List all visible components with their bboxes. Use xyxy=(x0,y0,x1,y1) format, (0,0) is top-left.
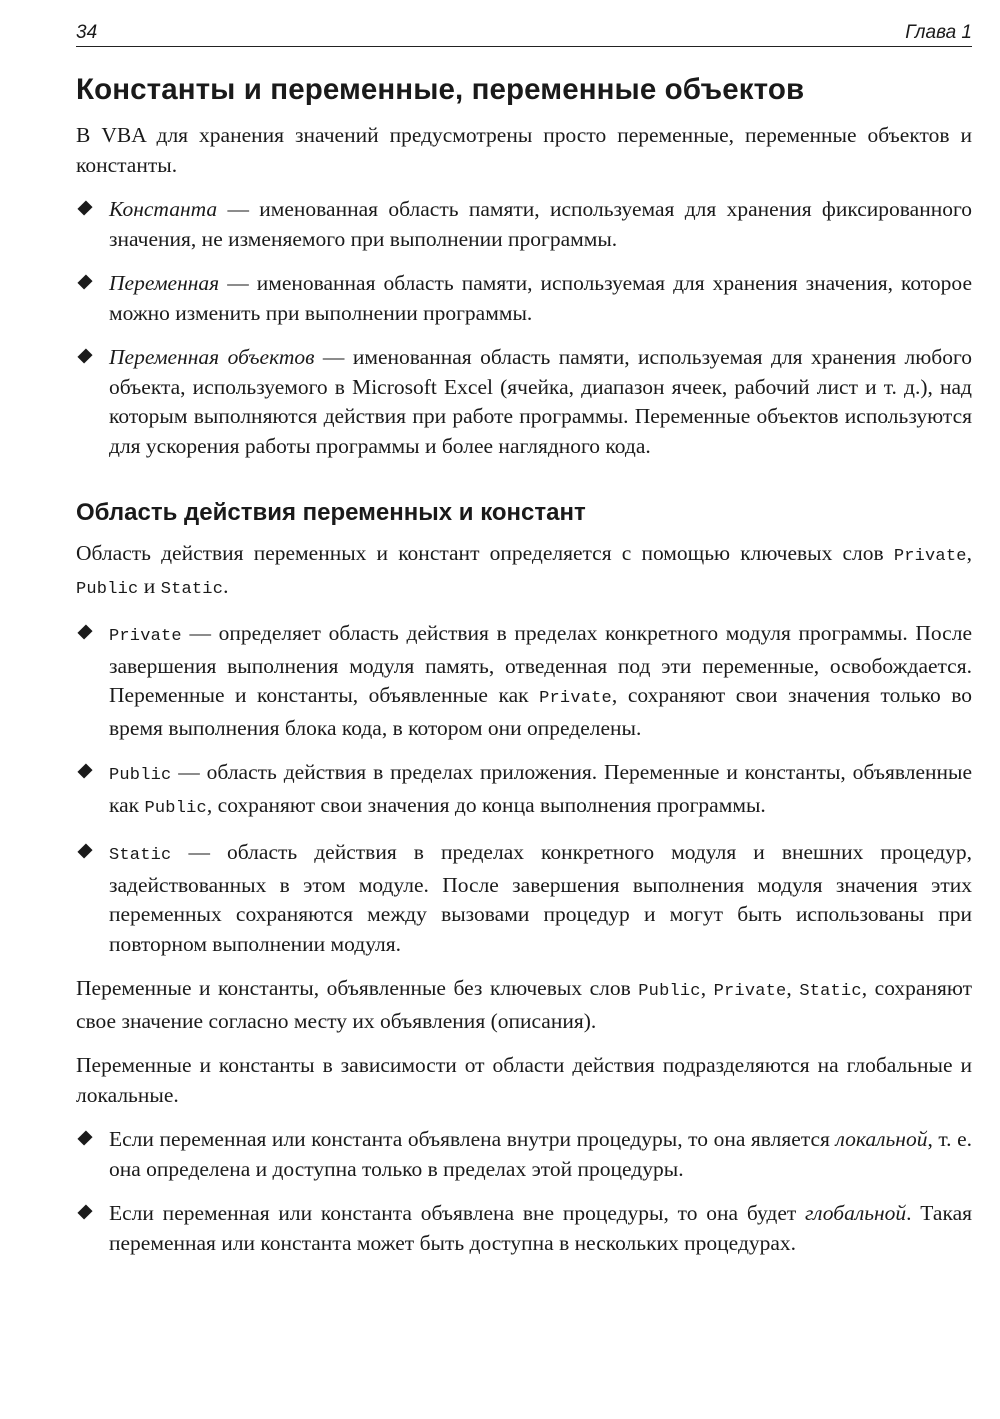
item-text: Если переменная или константа объявлена вне процедуры, то она будет xyxy=(109,1201,806,1225)
list-item xyxy=(76,838,972,959)
paragraph-text: Переменные и константы, объявленные без ключевых слов xyxy=(76,976,639,1000)
diamond-bullet-icon xyxy=(77,348,92,363)
diamond-bullet-icon xyxy=(77,1204,92,1219)
diamond-bullet-icon xyxy=(77,763,92,778)
list-item xyxy=(76,758,972,823)
item-text: Если переменная или константа объявлена внутри процедуры, то она является xyxy=(109,1127,836,1151)
keyword-inline: Private xyxy=(539,689,612,708)
keyword-inline: Public xyxy=(144,798,207,818)
separator: , xyxy=(786,976,800,1000)
local-global-list xyxy=(76,1125,972,1258)
term: Переменная xyxy=(109,271,220,295)
list-item xyxy=(76,195,972,254)
intro-text-end: . xyxy=(223,573,229,598)
term: Переменная объектов xyxy=(109,345,315,369)
item-text: — область действия в пределах приложения. Переменные и константы, объявленные как xyxy=(109,760,972,817)
diamond-bullet-icon xyxy=(77,624,92,639)
item-text: . Такая переменная или константа может быть доступна в нескольких процедурах. xyxy=(109,1201,972,1255)
diamond-bullet-icon xyxy=(77,274,92,289)
keyword: Public xyxy=(109,766,172,785)
scope-paragraph: Переменные и константы в зависимости от области действия подразделяются на глобальные и локальные. xyxy=(76,1053,972,1107)
page-number: 34 xyxy=(76,22,98,43)
section1-definition-list xyxy=(76,195,972,461)
separator: , xyxy=(966,541,972,565)
separator: , xyxy=(700,976,714,1000)
item-text: , сохраняют свои значения только во время выполнения блока кода, в котором они определены. xyxy=(109,683,972,740)
diamond-bullet-icon xyxy=(77,1130,92,1145)
list-item xyxy=(76,619,972,743)
keyword-private: Private xyxy=(713,982,787,1001)
item-text: — область действия в пределах конкретного модуля и внешних процедур, задействованных в этом модуле. После завершения выполнения модуля значения этих переменных сохраняются между вызовами процедур и могут быть использованы при повторном выполнении модуля. xyxy=(109,840,972,956)
section-title-scope: Область действия переменных и констант xyxy=(76,499,586,526)
keyword: Private xyxy=(109,627,182,646)
list-item xyxy=(76,269,972,328)
keyword-private: Private xyxy=(893,547,967,566)
section2-intro xyxy=(76,539,972,604)
keywords-paragraph xyxy=(76,974,972,1036)
list-item xyxy=(76,1199,972,1258)
diamond-bullet-icon xyxy=(77,843,92,858)
keyword-public: Public xyxy=(76,579,139,599)
term: локальной xyxy=(835,1127,928,1151)
definition-text: — именованная область памяти, используемая для хранения фиксированного значения, не изменяемого при выполнении программы. xyxy=(109,197,972,251)
paragraph-text-end: , сохраняют свое значение согласно месту их объявления (описания). xyxy=(76,976,973,1033)
section-title-constants-variables: Константы и переменные, переменные объектов xyxy=(76,73,805,106)
keyword-public: Public xyxy=(638,982,701,1001)
keyword: Static xyxy=(109,846,172,865)
list-item xyxy=(76,343,972,461)
keyword-static: Static xyxy=(160,579,224,599)
item-text: , сохраняют свои значения до конца выполнения программы. xyxy=(206,792,766,817)
running-header xyxy=(76,14,972,47)
definition-text: — именованная область памяти, используемая для хранения значения, которое можно изменить при выполнении программы. xyxy=(109,271,972,325)
term: Константа xyxy=(109,197,218,221)
definition-text: — именованная область памяти, используемая для хранения любого объекта, используемого в Microsoft Excel (ячейка, диапазон ячеек, рабочий лист и т. д.), над которым выполняются действия при работе программы. Переменные объектов используются для ускорения работы программы и более наглядного кода. xyxy=(109,345,973,458)
scope-keyword-list xyxy=(76,619,972,959)
item-text: — определяет область действия в пределах конкретного модуля программы. После завершения выполнения модуля память, отведенная под эти переменные, освобождается. Переменные и константы, объявленные как xyxy=(109,621,972,707)
book-page xyxy=(76,14,972,1273)
separator: и xyxy=(138,573,161,598)
intro-text: Область действия переменных и констант определяется с помощью ключевых слов xyxy=(76,541,894,565)
section1-intro: В VBA для хранения значений предусмотрены просто переменные, переменные объектов и константы. xyxy=(76,123,972,177)
chapter-label: Глава 1 xyxy=(905,22,972,43)
term: глобальной xyxy=(805,1201,907,1225)
diamond-bullet-icon xyxy=(77,200,92,215)
list-item xyxy=(76,1125,972,1184)
keyword-static: Static xyxy=(799,982,862,1001)
item-text: , т. е. она определена и доступна только в пределах этой процедуры. xyxy=(109,1127,973,1181)
